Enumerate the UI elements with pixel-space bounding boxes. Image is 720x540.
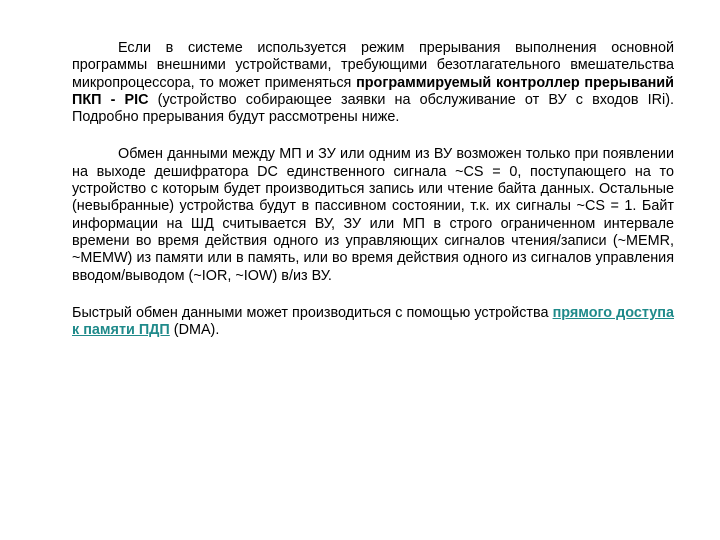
paragraph-data-exchange [72, 146, 674, 284]
pic-controller-term: программируемый контроллер прерываний ПКП - PIC [72, 74, 674, 108]
paragraph-dma-text-a: Быстрый обмен данными может производиться с помощью устройства [72, 304, 553, 321]
paragraph-interrupts [72, 40, 674, 126]
document-page [72, 40, 674, 339]
dma-link[interactable]: прямого доступа к памяти ПДП [72, 304, 674, 339]
paragraph-interrupts-text-b: (устройство собирающее заявки на обслуживание от ВУ с входов IRi). Подробно прерывания будут рассмотрены ниже. [72, 91, 674, 126]
paragraph-dma [72, 305, 674, 340]
paragraph-interrupts-text-a: Если в системе используется режим прерывания выполнения основной программы внешними устройствами, требующими безотлагательного вмешательства микропроцессора, то может применяться [72, 40, 674, 91]
paragraph-data-exchange-text: Обмен данными между МП и ЗУ или одним из ВУ возможен только при появлении на выходе дешифратора DC единственного сигнала ~CS = 0, поступающего на то устройство с которым будет производиться запись или чтение байта данных. Остальные (невыбранные) устройства будут в пассивном состоянии, т.к. их сигналы ~CS = 1. Байт информации на ШД считывается ВУ, ЗУ или МП в строго ограниченном интервале времени во время действия одного из управляющих сигналов чтения/записи (~MEMR, ~MEMW) из памяти или в память, или во время действия одного из сигналов управления вводом/выводом (~IOR, ~IOW) в/из ВУ. [72, 146, 674, 284]
paragraph-dma-text-b: (DMA). [169, 322, 220, 339]
